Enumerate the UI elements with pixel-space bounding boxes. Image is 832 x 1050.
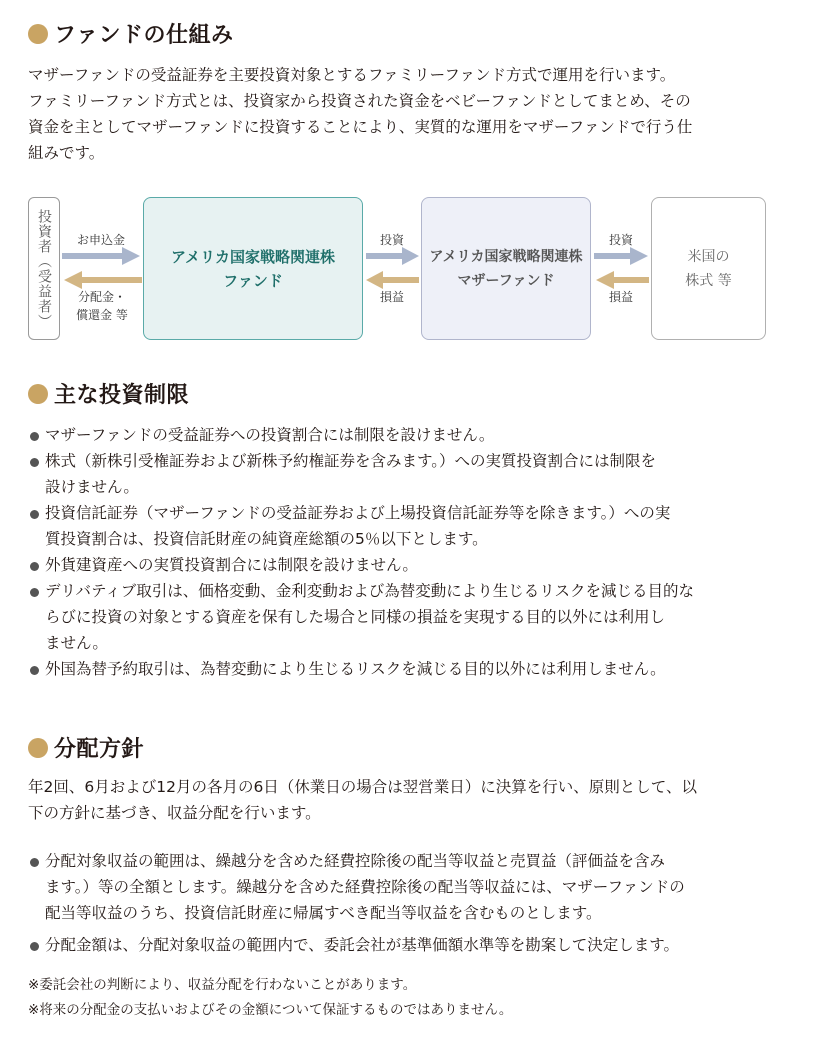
arrow-label-pnl: 損益 bbox=[379, 290, 404, 304]
list-item bbox=[30, 552, 780, 578]
section-title: 分配方針 bbox=[54, 737, 145, 762]
baby-fund-label bbox=[171, 245, 335, 293]
distribution-list bbox=[30, 848, 780, 958]
note-line: ※将来の分配金の支払いおよびその金額について保証するものではありません。 bbox=[28, 1002, 513, 1018]
arrow-investment-right bbox=[62, 247, 140, 265]
bullet-dot-icon bbox=[28, 738, 48, 758]
text-line: 下の方針に基づき、収益分配を行います。 bbox=[28, 804, 321, 822]
list-item bbox=[30, 848, 780, 926]
arrow-label-distribution bbox=[62, 288, 142, 324]
section-title: 主な投資制限 bbox=[54, 383, 190, 408]
list-item bbox=[30, 656, 780, 682]
investor-label: 投資者（受益者） bbox=[36, 208, 52, 329]
text-line: 組みです。 bbox=[28, 144, 105, 162]
text-line: 設けません。 bbox=[45, 478, 139, 496]
text-line: 年2回、6月および12月の各月の6日（休業日の場合は翌営業日）に決算を行い、原則として、以 bbox=[28, 778, 698, 796]
text-line: 配当等収益のうち、投資信託財産に帰属すべき配当等収益を含むものとします。 bbox=[45, 904, 602, 922]
text-line: マザーファンドの受益証券への投資割合には制限を設けません。 bbox=[45, 426, 495, 444]
text-line: 株式（新株引受権証券および新株予約権証券を含みます。）への実質投資割合には制限を bbox=[45, 452, 657, 470]
section-title: ファンドの仕組み bbox=[54, 23, 234, 48]
arrow-return-left bbox=[366, 271, 419, 289]
list-item bbox=[30, 448, 780, 500]
bullet-dot-icon bbox=[28, 384, 48, 404]
arrow-investment-right bbox=[594, 247, 648, 265]
text-line: 分配対象収益の範囲は、繰越分を含めた経費控除後の配当等収益と売買益（評価益を含み bbox=[45, 852, 666, 870]
distribution-description bbox=[28, 774, 778, 826]
text-line: 株式 等 bbox=[685, 272, 732, 289]
text-line: 外国為替予約取引は、為替変動により生じるリスクを減じる目的以外には利用しません。 bbox=[45, 660, 666, 678]
list-item bbox=[30, 422, 780, 448]
text-line: 投資信託証券（マザーファンドの受益証券および上場投資信託証券等を除きます。）への実 bbox=[45, 504, 671, 522]
note-line: ※委託会社の判断により、収益分配を行わないことがあります。 bbox=[28, 977, 417, 993]
section-heading-distribution bbox=[28, 732, 144, 763]
text-line: らびに投資の対象とする資産を保有した場合と同様の損益を実現する目的以外には利用し bbox=[45, 608, 666, 626]
arrow-return-left bbox=[64, 271, 142, 289]
text-line: アメリカ国家戦略関連株 bbox=[429, 248, 583, 265]
restrictions-list bbox=[30, 422, 780, 682]
text-line: マザーファンド bbox=[457, 272, 555, 289]
list-item bbox=[30, 500, 780, 552]
us-stocks-label bbox=[685, 245, 731, 293]
text-line: ファンド bbox=[223, 271, 283, 290]
arrow-label-invest: 投資 bbox=[608, 233, 633, 247]
text-line: デリバティブ取引は、価格変動、金利変動および為替変動により生じるリスクを減じる目的な bbox=[45, 582, 694, 600]
text-line: 償還金 等 bbox=[76, 308, 128, 322]
text-line: 分配金額は、分配対象収益の範囲内で、委託会社が基準価額水準等を勘案して決定します。 bbox=[45, 936, 679, 954]
text-line: ません。 bbox=[45, 634, 108, 652]
list-item bbox=[30, 932, 780, 958]
arrow-label-invest: 投資 bbox=[379, 233, 404, 247]
text-line: マザーファンドの受益証券を主要投資対象とするファミリーファンド方式で運用を行います。 bbox=[28, 66, 676, 84]
text-line: 分配金・ bbox=[77, 290, 126, 304]
list-item bbox=[30, 578, 780, 656]
arrow-investment-right bbox=[366, 247, 419, 265]
text-line: 外貨建資産への実質投資割合には制限を設けません。 bbox=[45, 556, 418, 574]
us-stocks-box bbox=[651, 197, 766, 340]
section-heading-restrictions bbox=[28, 378, 189, 409]
text-line: ます。）等の全額とします。繰越分を含めた経費控除後の配当等収益には、マザーファンドの bbox=[45, 878, 685, 896]
arrow-label-subscription: お申込金 bbox=[76, 233, 125, 247]
baby-fund-box bbox=[143, 197, 363, 340]
arrow-label-pnl: 損益 bbox=[608, 290, 633, 304]
mother-fund-box bbox=[421, 197, 591, 340]
investor-box bbox=[28, 197, 60, 340]
text-line: 資金を主としてマザーファンドに投資することにより、実質的な運用をマザーファンドで行う仕 bbox=[28, 118, 693, 136]
text-line: 米国の bbox=[687, 248, 730, 265]
text-line: 質投資割合は、投資信託財産の純資産総額の5％以下とします。 bbox=[45, 530, 488, 548]
text-line: アメリカ国家戦略関連株 bbox=[171, 247, 335, 266]
text-line: ファミリーファンド方式とは、投資家から投資された資金をベビーファンドとしてまとめ、その bbox=[28, 92, 691, 110]
mother-fund-label bbox=[429, 245, 582, 293]
arrow-return-left bbox=[596, 271, 649, 289]
